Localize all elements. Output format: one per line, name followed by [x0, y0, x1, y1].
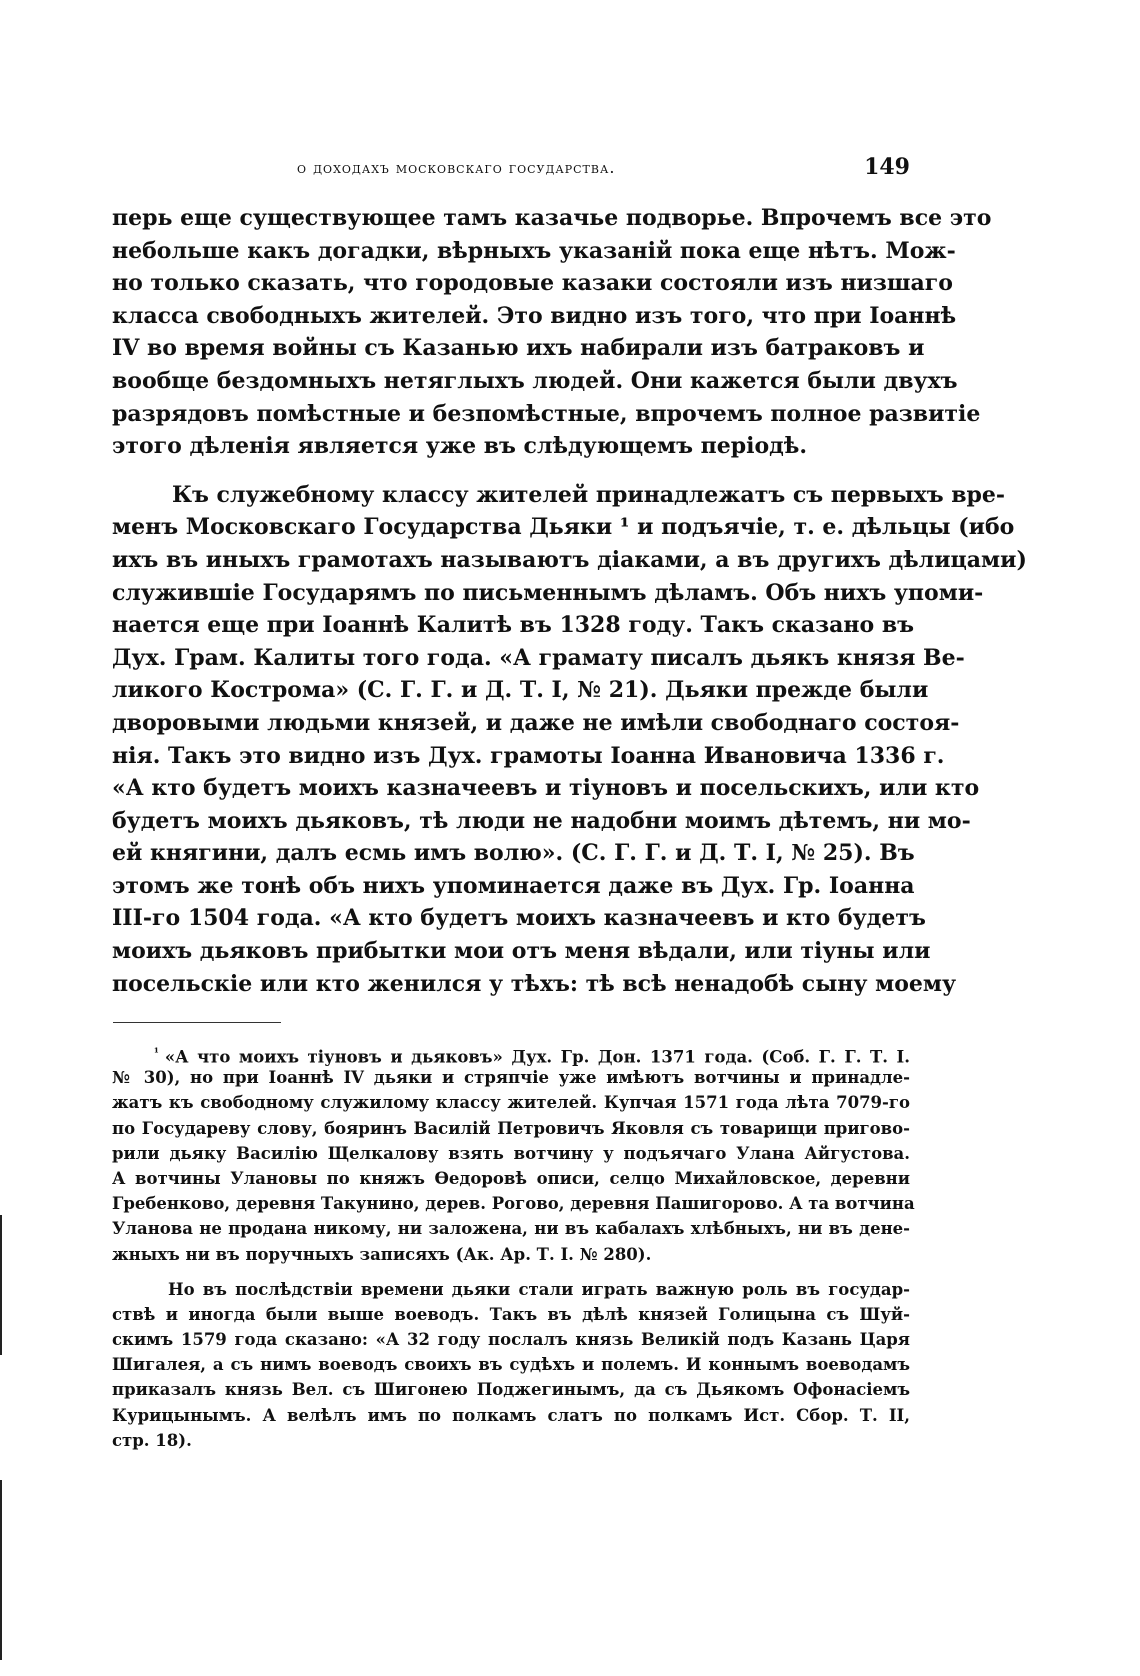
- page-number: 149: [864, 154, 910, 180]
- text-line: нія. Такъ это видно изъ Дух. грамоты Іоанна Ивановича 1336 г.: [112, 742, 945, 769]
- text-line: Къ служебному классу жителей принадлежатъ съ первыхъ вре-: [172, 481, 1006, 508]
- text-line: небольше какъ догадки, вѣрныхъ указаній пока еще нѣтъ. Мож-: [112, 237, 956, 264]
- footnote-paragraph: [112, 1277, 910, 1453]
- footnote-line: [112, 1040, 910, 1065]
- footnote-line: Шигалея, а съ нимъ воеводъ своихъ въ судѣхъ и полемъ. И коннымъ воеводамъ: [112, 1355, 910, 1375]
- paragraph: [112, 202, 992, 463]
- text-line: ихъ въ иныхъ грамотахъ называютъ діаками, а въ другихъ дѣлицами): [112, 546, 1027, 573]
- text-line: служившіе Государямъ по письменнымъ дѣламъ. Объ нихъ упоми-: [112, 579, 984, 606]
- text-line: перь еще существующее тамъ казачье подворье. Впрочемъ все это: [112, 205, 992, 231]
- footnote-line: стр. 18).: [112, 1430, 192, 1450]
- footnote-line: жатъ къ свободному служилому классу жителей. Купчая 1571 года лѣта 7079-го: [112, 1093, 910, 1113]
- text-line: менъ Московскаго Государства Дьяки ¹ и подъячіе, т. е. дѣльцы (ибо: [112, 514, 1015, 541]
- main-text: [112, 202, 1027, 1000]
- footnote-text: «А что моихъ тіуновъ и дьяковъ» Дух. Гр. Дон. 1371 года. (Соб. Г. Г. Т. I.: [164, 1047, 910, 1067]
- text-line: IV во время войны съ Казанью ихъ набирали изъ батраковъ и: [112, 335, 925, 362]
- footnote-paragraph: [112, 1040, 915, 1267]
- text-line: ликого Кострома» (С. Г. Г. и Д. Т. I, № 21). Дьяки прежде были: [112, 677, 929, 704]
- footnote-line: Гребенково, деревня Такунино, дерев. Рогово, деревня Пашигорово. А та вотчина: [112, 1194, 915, 1214]
- footnote-line: рили дьяку Василію Щелкалову взять вотчину у подъячаго Улана Айгустова.: [112, 1143, 910, 1163]
- footnote-rule: [113, 1022, 281, 1023]
- text-line: III-го 1504 года. «А кто будетъ моихъ казначеевъ и кто будетъ: [112, 905, 926, 932]
- footnote-line: Уланова не продана никому, ни заложена, ни въ кабалахъ хлѣбныхъ, ни въ дене-: [112, 1219, 910, 1239]
- text-line: разрядовъ помѣстные и безпомѣстные, впрочемъ полное развитіе: [112, 400, 981, 427]
- text-line: дворовыми людьми князей, и даже не имѣли свободнаго состоя-: [112, 709, 960, 736]
- scan-edge-mark: [0, 1480, 2, 1660]
- text-line: класса свободныхъ жителей. Это видно изъ того, что при Іоаннѣ: [112, 302, 957, 329]
- page-header: [110, 154, 910, 184]
- footnote-line: по Государеву слову, бояринъ Василій Петровичъ Яковля съ товарищи пригово-: [112, 1118, 910, 1138]
- footnote-mark: ¹: [154, 1046, 159, 1059]
- scan-edge-mark: [0, 1215, 2, 1355]
- text-line: «А кто будетъ моихъ казначеевъ и тіуновъ и посельскихъ, или кто: [112, 775, 980, 802]
- footnote-line: жныхъ ни въ поручныхъ записяхъ (Ак. Ар. Т. I. № 280).: [112, 1244, 652, 1264]
- text-line: ей княгини, далъ есмь имъ волю». (С. Г. Г. и Д. Т. I, № 25). Въ: [112, 840, 915, 867]
- text-line: нается еще при Іоаннѣ Калитѣ въ 1328 году. Такъ сказано въ: [112, 612, 915, 639]
- paragraph: [112, 479, 1027, 1001]
- footnote-line: Но въ послѣдствіи времени дьяки стали играть важную роль въ государ-: [168, 1279, 910, 1299]
- text-line: вообще бездомныхъ нетяглыхъ людей. Они кажется были двухъ: [112, 367, 958, 394]
- text-line: Дух. Грам. Калиты того года. «А грамату писалъ дьякъ князя Ве-: [112, 644, 965, 671]
- footnote-line: ствѣ и иногда были выше воеводъ. Такъ въ дѣлѣ князей Голицына съ Шуй-: [112, 1304, 910, 1324]
- text-line: моихъ дьяковъ прибытки мои отъ меня вѣдали, или тіуны или: [112, 938, 931, 965]
- footnote-line: приказалъ князь Вел. съ Шигонею Поджегинымъ, да съ Дьякомъ Офонасіемъ: [112, 1380, 910, 1400]
- footnote-line: № 30), но при Іоаннѣ IV дьяки и стряпчіе уже имѣютъ вотчины и принадле-: [112, 1068, 910, 1088]
- text-line: этого дѣленія является уже въ слѣдующемъ періодѣ.: [112, 433, 807, 460]
- footnote-line: скимъ 1579 года сказано: «А 32 году послалъ князь Великій подъ Казань Царя: [112, 1330, 910, 1350]
- footnotes: [112, 1040, 915, 1453]
- text-line: посельскіе или кто женился у тѣхъ: тѣ всѣ ненадобѣ сыну моему: [112, 970, 957, 997]
- footnote-line: Курицынымъ. А велѣлъ имъ по полкамъ слатъ по полкамъ Ист. Сбор. Т. II,: [112, 1405, 910, 1425]
- running-title: о доходахъ московскаго государства.: [297, 158, 616, 177]
- text-line: будетъ моихъ дьяковъ, тѣ люди не надобни моимъ дѣтемъ, ни мо-: [112, 807, 971, 834]
- text-line: этомъ же тонѣ объ нихъ упоминается даже въ Дух. Гр. Іоанна: [112, 872, 915, 899]
- footnote-line: А вотчины Улановы по княжъ Ѳедоровѣ описи, селцо Михайловское, деревни: [112, 1168, 910, 1188]
- text-line: но только сказать, что городовые казаки состояли изъ низшаго: [112, 270, 953, 297]
